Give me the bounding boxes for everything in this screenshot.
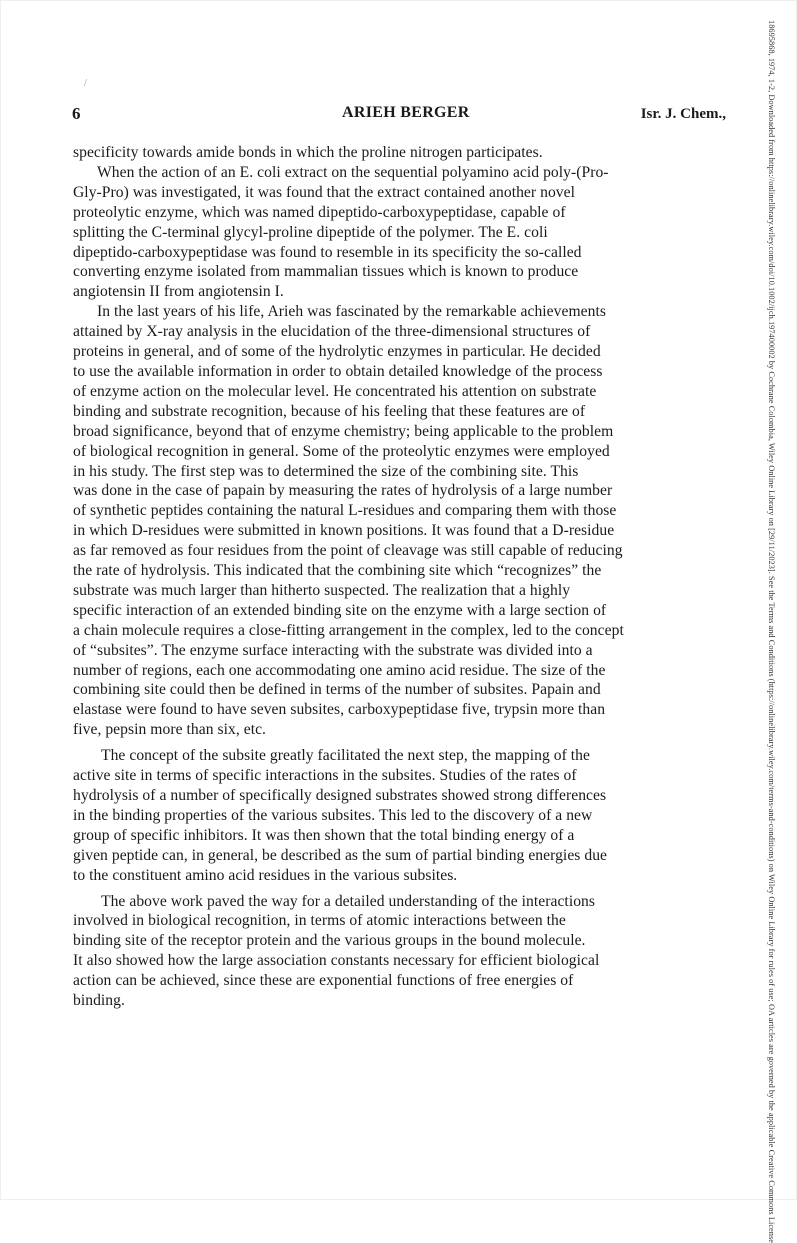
text-line: of biological recognition in general. Some of the proteolytic enzymes were employed xyxy=(73,442,610,460)
text-line: as far removed as four residues from the point of cleavage was still capable of reducing xyxy=(73,542,623,560)
text-line: active site in terms of specific interactions in the subsites. Studies of the rates of xyxy=(73,767,577,785)
text-line: angiotensin II from angiotensin I. xyxy=(73,283,284,301)
text-line: When the action of an E. coli extract on the sequential polyamino acid poly-(Pro- xyxy=(97,163,609,181)
stray-mark: / xyxy=(84,78,87,89)
text-line: The concept of the subsite greatly facilitated the next step, the mapping of the xyxy=(101,747,590,765)
text-line: of enzyme action on the molecular level. He concentrated his attention on substrate xyxy=(73,382,597,400)
text-line: specific interaction of an extended binding site on the enzyme with a large section of xyxy=(73,601,607,619)
text-line: proteins in general, and of some of the hydrolytic enzymes in particular. He decided xyxy=(73,343,601,361)
text-line: elastase were found to have seven subsites, carboxypeptidase five, trypsin more than xyxy=(73,701,606,719)
text-line: group of specific inhibitors. It was then shown that the total binding energy of a xyxy=(73,826,575,844)
text-line: involved in biological recognition, in terms of atomic interactions between the xyxy=(73,912,566,930)
text-line: substrate was much larger than hitherto suspected. The realization that a highly xyxy=(73,581,571,599)
text-line: proteolytic enzyme, which was named dipeptido-carboxypeptidase, capable of xyxy=(73,203,566,221)
text-line: of “subsites”. The enzyme surface interacting with the substrate was divided into a xyxy=(73,641,593,659)
download-notice: 18695868, 1974, 1-2, Downloaded from https://onlinelibrary.wiley.com/doi/10.1002/ijch.197400002 by Cochrane Colombia, Wiley Online Library on [29/11/2023]. See the Terms and Conditions (https://onlinelibrary.wiley.com/terms-and-conditions) on Wiley Online Library for rules of use; OA articles are governed by the applicable Creative Commons License xyxy=(767,20,776,1243)
text-line: the rate of hydrolysis. This indicated that the combining site which “recognizes” the xyxy=(73,562,602,580)
text-line: to the constituent amino acid residues in the various subsites. xyxy=(73,866,458,884)
text-line: was done in the case of papain by measuring the rates of hydrolysis of a large number xyxy=(73,482,613,500)
text-line: combining site could then be defined in terms of the number of subsites. Papain and xyxy=(73,681,601,699)
text-line: a chain molecule requires a close-fitting arrangement in the complex, led to the concept xyxy=(73,621,624,639)
text-line: It also showed how the large association constants necessary for efficient biological xyxy=(73,952,600,970)
text-line: binding and substrate recognition, because of his feeling that these features are of xyxy=(73,402,586,420)
text-line: In the last years of his life, Arieh was fascinated by the remarkable achievements xyxy=(97,303,606,321)
text-line: Gly-Pro) was investigated, it was found that the extract contained another novel xyxy=(73,183,575,201)
text-line: to use the available information in order to obtain detailed knowledge of the process xyxy=(73,362,603,380)
text-line: in his study. The first step was to determined the size of the combining site. This xyxy=(73,462,579,480)
text-line: hydrolysis of a number of specifically designed substrates showed strong differences xyxy=(73,787,607,804)
text-line: action can be achieved, since these are exponential functions of free energies of xyxy=(73,972,574,990)
page-header xyxy=(72,104,726,126)
paragraph-5 xyxy=(73,892,733,1011)
running-title: ARIEH BERGER xyxy=(342,104,470,121)
paragraph-4 xyxy=(73,746,733,885)
text-line: given peptide can, in general, be described as the sum of partial binding energies due xyxy=(73,846,608,864)
text-line: splitting the C-terminal glycyl-proline dipeptide of the polymer. The E. coli xyxy=(73,223,548,241)
article-body xyxy=(73,143,733,1011)
text-line: binding. xyxy=(73,992,125,1010)
text-line: attained by X-ray analysis in the elucidation of the three-dimensional structures of xyxy=(73,323,591,341)
paragraph-1 xyxy=(73,143,733,163)
journal-name: Isr. J. Chem., xyxy=(640,106,726,122)
text-line: broad significance, beyond that of enzyme chemistry; being applicable to the problem xyxy=(73,422,614,440)
text-line: in which D-residues were submitted in known positions. It was found that a D-residue xyxy=(73,522,615,540)
text-line: five, pepsin more than six, etc. xyxy=(73,721,267,739)
text-line: in the binding properties of the various subsites. This led to the discovery of a new xyxy=(73,806,593,824)
text-line: The above work paved the way for a detailed understanding of the interactions xyxy=(101,892,596,910)
page-number: 6 xyxy=(72,104,81,123)
text-line: of synthetic peptides containing the natural L-residues and comparing them with those xyxy=(73,502,617,520)
paragraph-3 xyxy=(73,302,733,740)
paragraph-2 xyxy=(73,163,733,302)
text-line: number of regions, each one accommodating one amino acid residue. The size of the xyxy=(73,661,606,679)
text-line: dipeptido-carboxypeptidase was found to resemble in its specificity the so-called xyxy=(73,243,582,261)
text-line: converting enzyme isolated from mammalian tissues which is known to produce xyxy=(73,263,579,281)
text-line: binding site of the receptor protein and the various groups in the bound molecule. xyxy=(73,932,586,950)
text-line: specificity towards amide bonds in which the proline nitrogen participates. xyxy=(73,144,543,161)
